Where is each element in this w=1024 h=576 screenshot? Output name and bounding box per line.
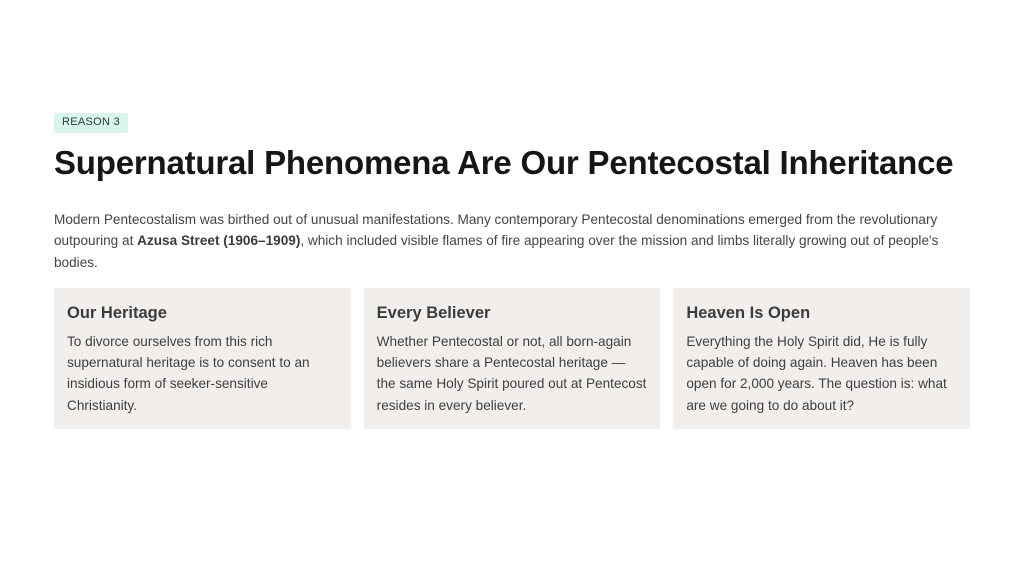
page-title: Supernatural Phenomena Are Our Pentecostal Inheritance	[54, 144, 954, 181]
slide	[54, 112, 970, 429]
card-title: Every Believer	[376, 303, 491, 322]
card-body: To divorce ourselves from this rich supernatural heritage is to consent to an insidious form of seeker-sensitive Christianity.	[67, 333, 310, 413]
intro-highlight: Azusa Street (1906–1909)	[137, 233, 301, 249]
reason-badge: REASON 3	[54, 113, 128, 133]
card-body: Everything the Holy Spirit did, He is fully capable of doing again. Heaven has been open for 2,000 years. The question is: what are we going to do about it?	[686, 333, 947, 413]
card-body: Whether Pentecostal or not, all born-again believers share a Pentecostal heritage — the same Holy Spirit poured out at Pentecost resides in every believer.	[376, 333, 647, 413]
card-our-heritage	[54, 288, 351, 429]
card-title: Our Heritage	[67, 303, 167, 322]
intro-text-after: , which included visible flames of fire appearing over the mission and limbs literally growing out of people's bodies.	[54, 233, 939, 270]
intro-text-before: Modern Pentecostalism was birthed out of unusual manifestations. Many contemporary Pentecostal denominations emerged from the revolutionary outpouring at	[54, 212, 938, 249]
cards-row	[54, 288, 970, 429]
card-heaven-is-open	[673, 288, 970, 429]
intro-paragraph	[54, 209, 954, 273]
card-title: Heaven Is Open	[686, 303, 811, 322]
card-every-believer	[364, 288, 661, 429]
